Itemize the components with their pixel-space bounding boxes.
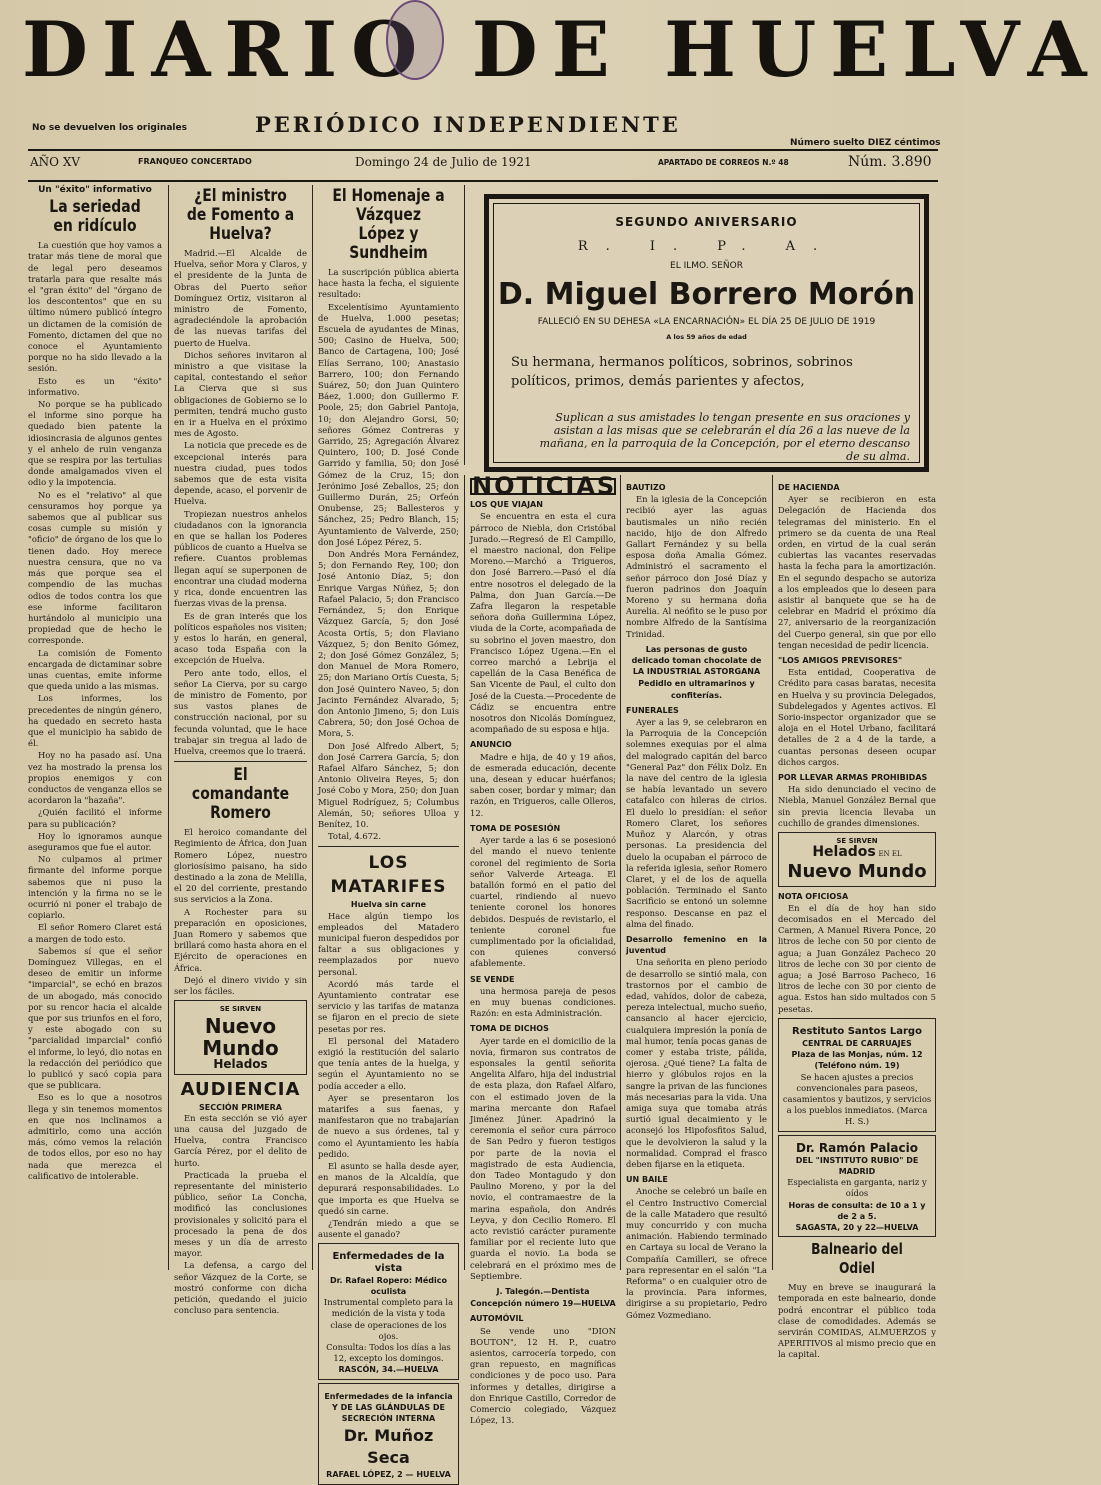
pediatrician-ad	[318, 1383, 459, 1485]
paragraph: Total, 4.672.	[328, 831, 381, 842]
column-1-article	[28, 185, 162, 1270]
section-rule	[174, 761, 307, 762]
news-text: Anoche se celebró un baile en el Centro Instructivo Comercial de la calle Matadero que resultó muy concurrido y con mucha animación. Habiendo terminado en Cartaya su local de Verano la Compañía Camilleri, se ofrece para representar en el salón "La Reforma" o en cualquier otro de la provincia. Para informes, dirigirse a su propietario, Pedro Gómez Vozmediano.	[626, 1186, 767, 1320]
news-heading: POR LLEVAR ARMAS PROHIBIDAS	[778, 773, 928, 783]
returns-notice: No se devuelven los originales	[32, 123, 187, 133]
ad-line: SAGASTA, 20 y 22—HUELVA	[795, 1222, 919, 1232]
column-divider	[464, 185, 465, 465]
news-text: Muy en breve se inaugurará la temporada en este balneario, donde podrá encontrar el público toda clase de comodidades. Además se servirán COMIDAS, ALMUERZOS y APERITIVOS al mismo precio que en la capital.	[778, 1282, 936, 1360]
ad-serve-label: SE SIRVEN	[836, 837, 878, 846]
paragraph: A Rochester para su preparación en oposiciones, Juan Romero y sabemos que brillará como hasta ahora en el Ejército de operaciones en África.	[174, 906, 307, 973]
column-divider	[312, 185, 313, 1270]
news-text: En la iglesia de la Concepción recibió ayer las aguas bautismales un niño recién nacido, hijo de don Alfredo Gallart Fernández y su bella esposa doña Amalia Gómez. Administró el sacramento el señor párroco don José Díaz y fueron padrinos don Joaquín Moreno y su hermana doña Aurelia. Al neófito se le puso por nombre Alfredo de la Santísima Trinidad.	[626, 494, 767, 639]
news-heading: J. Talegón.—Dentista	[496, 1287, 590, 1297]
ad-address: RAFAEL LÓPEZ, 2 — HUELVA	[326, 1470, 451, 1480]
obituary-name: D. Miguel Borrero Morón	[497, 277, 916, 312]
news-heading: UN BAILE	[626, 1175, 668, 1185]
issue-date: Domingo 24 de Julio de 1921	[355, 155, 532, 169]
paragraph: No porque se ha publicado el informe sino porque ha quedado bien patente la idiosincrasia de algunos gentes y el anhelo de ruin venganza que se respira por las tertulias donde amalgamados viven el odio y la impotencia.	[28, 399, 162, 488]
paragraph: El heroico comandante del Regimiento de África, don Juan Romero López, nuestro gloriosísimo paisano, ha sido destinado a la zona de Melilla, el 20 del corriente, prestando sus servicios a la Zona.	[174, 827, 307, 905]
ad-title: Enfermedades de la infancia Y DE LAS GLÁNDULAS DE SECRECIÓN INTERNA	[324, 1391, 453, 1424]
paragraph: En esta sección se vió ayer una causa del juzgado de Huelva, contra Francisco García Pérez, por el delito de hurto.	[174, 1112, 307, 1168]
news-heading: FUNERALES	[626, 705, 679, 715]
column-3-articles	[318, 185, 459, 1480]
news-text: Ayer tarde a las 6 se posesionó del mando el nuevo teniente coronel del regimiento de Soria señor Valverde Arteaga. El batallón formó en el patio del cuartel, rindiendo al nuevo teniente coronel los honores debidos. Después de revistarlo, el teniente coronel fue cumplimentado por la oficialidad, con quienes conversó afablemente.	[470, 835, 616, 969]
article-kicker: Un "éxito" informativo	[38, 185, 152, 195]
paragraph: El personal del Matadero exigió la restitución del salario que tenía antes de la huelga, y según el Ayuntamiento no se podía acceder a ello.	[318, 1035, 459, 1091]
ad-text: Se hacen ajustes a precios convencionales para paseos, casamientos y bautizos, y servicios a los pueblos inmediatos. (Marca H. S.)	[782, 1071, 932, 1127]
masthead-title: DIARIO DE HUELVA	[22, 5, 1101, 94]
ad-item: Helados	[213, 1057, 268, 1072]
obituary-family: Su hermana, hermanos políticos, sobrinos, sobrinos políticos, primos, demás parientes y afectos,	[511, 355, 853, 389]
noticias-column-a	[470, 472, 617, 1426]
news-text: Concepción número 19—HUELVA	[470, 1299, 616, 1309]
paragraph: ¿Quién facilitó el informe para su publicación?	[28, 807, 162, 829]
paragraph: Hace algún tiempo los empleados del Matadero municipal fueron despedidos por faltar a sus obligaciones y reemplazados por nuevo personal.	[318, 910, 459, 977]
paragraph: ¿Tendrán miedo a que se ausente el ganado?	[318, 1218, 459, 1240]
news-text: Se vende uno "DION BOUTON", 12 H. P., cuatro asientos, carrocería torpedo, con gran repuesto, en magníficas condiciones y de poco uso. Para informes y detalles, dirigirse a don Enrique Castillo, Corredor de Comercio colegiado, Vázquez López, 13.	[470, 1325, 616, 1426]
library-seal-stamp	[386, 0, 444, 80]
ad-line: Plaza de las Monjas, núm. 12	[791, 1050, 923, 1060]
news-text: una hermosa pareja de pesos en muy buenas condiciones. Razón: en esta Administración.	[470, 985, 616, 1019]
news-heading: NOTA OFICIOSA	[778, 891, 849, 901]
paragraph: Pero ante todo, ellos, el señor La Cierva, por su cargo de ministro de Fomento, por sus vastos planes de construcción nacional, por su fecunda voluntad, que le hace trabajar sin tregua al lado de Huelva, creemos que lo traerá.	[174, 667, 307, 756]
paragraph: Acordó más tarde el Ayuntamiento contratar ese servicio y las tarifas de matanza se fijaron en el precio de siete pesetas por res.	[318, 978, 459, 1034]
obituary-anniversary: SEGUNDO ANIVERSARIO	[615, 215, 798, 229]
news-text: Una señorita en pleno período de desarrollo se sintió mala, con trastornos por el cambio de edad, vahídos, dolor de cabeza, pereza intelectual, mucho sueño, cansancio al hacer ejercicio, cualquiera impresión la ponía de mal humor, tenía pocas ganas de comer y estaba triste, pálida, ojerosa. ¿Qué tiene? La falta de hierro y glóbulos rojos en la sangre la privan de las funciones más necesarias para la vida. Una amiga suya que tomaba atrás surtió igual decaimiento y le aconsejó los Hipofosfitos Salud, que le devolvieron la salud y la normalidad. Comprad el frasco deben fijarse en la etiqueta.	[626, 957, 767, 1169]
news-text: Pedidlo en ultramarinos y confiterías.	[638, 679, 755, 700]
obituary-notice	[484, 194, 929, 472]
ophthalmologist-ad	[318, 1243, 459, 1379]
dateline	[30, 151, 940, 179]
ad-line: DEL "INSTITUTO RUBIO" DE MADRID	[795, 1155, 919, 1176]
news-heading: "LOS AMIGOS PREVISORES"	[778, 656, 903, 666]
masthead-subtitle: PERIÓDICO INDEPENDIENTE	[255, 112, 681, 137]
paragraph: La cuestión que hoy vamos a tratar más tiene de moral que de legal pero deseamos tratarla para que resalte más el "gran éxito" del "órgano de los descontentos" que en su último número publicó íntegro un dictamen de la comisión de Fomento, dictamen del que no conoce el Ayuntamiento porque no ha sido llevado a la sesión.	[28, 240, 162, 374]
news-text: Madre e hija, de 40 y 19 años, de esmerada educación, decente una, desean y educar huérfanos; saben coser, bordar y mimar; dan razón, en Trigueros, calle Olleros, 12.	[470, 751, 616, 818]
carriage-ad	[778, 1018, 936, 1132]
po-box: APARTADO DE CORREOS N.º 48	[658, 158, 789, 167]
ice-cream-ad	[174, 1000, 307, 1074]
paragraph: No es el "relativo" al que censuramos hoy porque ya sabemos que al publicar sus cosas cumple su misión y "oficio" de órgano de los que lo tienen dado. Hoy merece nuestra censura, que no va más que porque sea el compendio de las muchas odios de todos contra los que ese informe facilitaron hurtándolo al municipio una propiedad que de hecho le corresponde.	[28, 489, 162, 646]
section-rule	[318, 846, 459, 847]
ad-name: Restituto Santos Largo	[792, 1025, 922, 1037]
ad-text: Instrumental completo para la medición de la vista y toda clase de operaciones de los ojos.	[323, 1297, 454, 1341]
news-heading: DE HACIENDA	[778, 483, 840, 492]
paragraph: Los informes, los precedentes de ningún género, ha quedado en secreto hasta que el municipio ha sabido de él.	[28, 693, 162, 749]
news-text: Ha sido denunciado el vecino de Niebla, Manuel González Bernal que sin previa licencia llevaba un cuchillo de grandes dimensiones.	[778, 784, 936, 828]
ad-in-label: EN EL	[878, 850, 902, 859]
noticias-header: NOTICIAS	[472, 472, 617, 500]
news-heading: Las personas de gusto delicado toman chocolate de LA INDUSTRIAL ASTORGANA	[631, 644, 762, 677]
news-heading: ANUNCIO	[470, 740, 512, 750]
article-headline: Balneario del Odiel	[811, 1240, 903, 1278]
ad-doctor: Dr. Muñoz Seca	[343, 1426, 434, 1468]
paragraph: Practicada la prueba el representante del ministerio público, señor La Concha, modificó las conclusiones provisionales y solicitó para el procesado la pena de dos meses y un día de arresto mayor.	[174, 1169, 307, 1259]
paragraph: Don José Alfredo Albert, 5; don José Carrera García, 5; don Rafael Alfaro Sánchez, 5; don Antonio Oliveira Reyes, 5; don José Cobo y Mora, 250; don Juan Miguel Rodríguez, 5; Columbus Alemán, 50; señores Ulloa y Benítez, 10.	[318, 740, 459, 829]
column-divider	[772, 475, 773, 1270]
paragraph: La noticia que precede es de excepcional interés para nuestra ciudad, pues todos sabemos que de esta visita depende, acaso, el porvenir de Huelva.	[174, 440, 307, 507]
ad-title: Enfermedades de la vista	[332, 1251, 445, 1274]
news-text: Ayer tarde en el domicilio de la novia, firmaron sus contratos de esponsales la gentil señorita Angelita Alfaro, hija del industrial de esta plaza, don Rafael Alfaro, con el estimado joven de la marina mercante don Rafael Jiménez Júner. Apadrinó la ceremonia el señor cura párroco de San Pedro y fueron testigos por parte de la novia el magistrado de esta Audiencia, don Tadeo Montagudo y don Paulino Moreno, y por la del novio, el contramaestre de la marina española, don Andrés Leyva, y don Cecilio Romero. El acto revistió carácter puramente familiar por el reciente luto que guarda el novio. La boda se celebrará en el próximo mes de Septiembre.	[470, 1035, 616, 1281]
obituary-honorific: EL ILMO. SEÑOR	[670, 261, 743, 271]
paragraph: Es de gran interés que los políticos españoles nos visiten; y estos lo harán, en general, acaso toda España con la excepción de Huelva.	[174, 610, 307, 666]
paragraph: Dichos señores invitaron al ministro a que visitase la capital, contestando el señor La Cierva que si sus obligaciones de Gobierno se lo permiten, tendrá mucho gusto en ir a Huelva en el próximo mes de Agosto.	[174, 349, 307, 439]
news-heading: SE VENDE	[470, 974, 515, 984]
issue-number: Núm. 3.890	[848, 154, 932, 170]
column-divider	[620, 475, 621, 1270]
ad-brand: Nuevo Mundo	[202, 1014, 279, 1061]
ad-name: Dr. Ramón Palacio	[796, 1140, 918, 1155]
year-label: AÑO XV	[30, 155, 81, 169]
ad-brand: Nuevo Mundo	[787, 860, 927, 882]
ad-line: CENTRAL DE CARRUAJES	[802, 1038, 912, 1048]
ice-cream-ad	[778, 832, 936, 886]
column-divider	[464, 475, 465, 1270]
paragraph: Hoy no ha pasado así. Una vez ha mostrado la prensa los propios enemigos y con conductos de venganza ellos se acordaron la "hazaña".	[28, 750, 162, 806]
postage-label: FRANQUEO CONCERTADO	[138, 157, 252, 166]
article-subhead: Huelva sin carne	[350, 900, 427, 910]
paragraph: Ayer se presentaron los matarifes a sus faenas, y manifestaron que no trabajarían de nuevo a sus órdenes, tal y como el Ayuntamiento les había pedido.	[318, 1092, 459, 1159]
doctor-ad	[778, 1135, 936, 1238]
news-heading: TOMA DE POSESIÓN	[470, 823, 561, 833]
column-divider	[168, 185, 169, 1270]
article-headline: ¿El ministro de Fomento a Huelva?	[186, 186, 295, 244]
obituary-death: FALLECIÓ EN SU DEHESA «LA ENCARNACIÓN» EL DÍA 25 DE JULIO DE 1919	[537, 317, 876, 327]
news-text: Esta entidad, Cooperativa de Crédito para casas baratas, necesita en Huelva y su provincia Delegados, Subdelegados y Agentes activos. El Sorio-inspector organizador que se aloja en el Hotel Urbano, facilitará detalles de 2 a 4 de la tarde, a cuantas personas deseen ocupar dichos cargos.	[778, 667, 936, 767]
paragraph: Tropiezan nuestros anhelos ciudadanos con la ignorancia en que se hallan los Poderes públicos de cuanto a Huelva se refiere. Cuantos problemas llegan aquí se superponen de encontrar una ciudad moderna y rica, donde encuentren las fuerzas vivas de la prensa.	[174, 508, 307, 609]
paragraph: La comisión de Fomento encargada de dictaminar sobre unas cuentas, emite informe que queda unido a las mismas.	[28, 647, 162, 692]
news-text: Se encuentra en esta el cura párroco de Niebla, don Cristóbal Jurado.—Regresó de El Campillo, el maestro nacional, don Felipe Moreno.—Marchó a Trigueros, don José Barrero.—Pasó el día entre nosotros el delegado de la Palma, don Juan García.—De Zafra llegaron la respetable señora doña Guillermina López, viuda de la Corte, acompañada de su sobrino el joven maestro, don Francisco López Ugena.—En el correo marchó a Lebrija el capellán de la Casa Benéfica de San Vicente de Paul, el culto don José de la Cuesta.—Procedente de Cádiz se encuentra entre nosotros don Nicolás Domínguez, acompañado de su esposa e hija.	[470, 511, 616, 735]
ad-serve-label: SE SIRVEN	[219, 1005, 262, 1014]
masthead	[0, 0, 1101, 115]
ad-hours: Consulta: Todos los días a las 12, excepto los domingos.	[326, 1342, 451, 1364]
news-text: Ayer a las 9, se celebraron en la Parroquia de la Concepción solemnes exequias por el alma del malogrado capitán del barco "General Paz" don Félix Dolz. En la nave del centro de la iglesia se había levantado un severo catafalco con hileras de cirios. El duelo lo presidían: el señor Romero Claret, los señores Muñoz y Alarcón, y otras personas. La presidencia del duelo la ocupaban el párroco de la referida iglesia, señor Romero Claret, y el de los de aquella población. Terminado el Santo Sacrificio se entonó un solemne responso. Descanse en paz el alma del finado.	[626, 717, 767, 929]
article-subhead: SECCIÓN PRIMERA	[198, 1102, 282, 1112]
paragraph: La defensa, a cargo del señor Vázquez de la Corte, se mostró conforme con dicha petición, quedando el juicio concluso para sentencia.	[174, 1260, 307, 1316]
article-headline: La seriedad en ridículo	[49, 197, 141, 237]
paragraph: Sabemos sí que el señor Domínguez Villegas, en el deseo de emitir un informe "imparcial", se echó en brazos de un abogado, más conocido por su rencor hacia el alcalde que por sus triunfos en el foro, y este abogado con su "parcialidad imparcial" confió el informe, lo leyó, dio notas en la redacción del periódico que lo publicó y sacó copia para que se publicara.	[28, 945, 162, 1091]
noticias-column-b	[626, 478, 767, 1320]
ad-item: Helados	[812, 844, 876, 861]
paragraph: Madrid.—El Alcalde de Huelva, señor Mora y Claros, y el presidente de la Junta de Obras del Puerto señor Domínguez Ortiz, visitaron al ministro de Fomento, agradeciéndole la aprobación de las nuevas tarifas del puerto de Huelva.	[174, 248, 307, 348]
ad-line: (Teléfono núm. 19)	[814, 1061, 900, 1071]
paragraph: La suscripción pública abierta hace hasta la fecha, el siguiente resultado:	[318, 267, 459, 300]
issue-price: Número suelto DIEZ céntimos	[790, 138, 941, 148]
news-heading: BAUTIZO	[626, 483, 666, 492]
paragraph: El señor Romero Claret está a margen de todo esto.	[28, 922, 162, 944]
article-headline: El Homenaje a Vázquez López y Sundheim	[332, 186, 445, 263]
news-heading: AUTOMÓVIL	[470, 1314, 524, 1324]
paragraph: Don Andrés Mora Fernández, 5; don Fernando Rey, 100; don José Antonio Díaz, 5; don Enrique Vargas Núñez, 5; don Rafael Palacio, 5; don Francisco Fernández, 5; don Enrique Vázquez García, 5; don José Acosta Ortís, 5; don Flaviano Vázquez, 5; don Benito Gómez, 2; don José Gómez González, 5; don Manuel de Mora Romero, 25; don Mariano Ortís Cuesta, 5; don José Quintero Naveo, 5; don Jacinto Fernández Alvarado, 5; don Antonio Jimeno, 5; don Luis Cabrera, 50; don José Ochoa de Mora, 5.	[318, 549, 459, 739]
news-text: En el día de hoy han sido decomisados en el Mercado del Carmen, A Manuel Rivera Ponce, 20 litros de leche con 50 por ciento de agua; a Juan González Pacheco 20 litros de leche con 30 por ciento de agua; a José Barroso Pacheco, 16 litros de leche con 30 por ciento de agua. Estos han sido multados con 5 pesetas.	[778, 902, 936, 1014]
obituary-age: A los 59 años de edad	[666, 333, 747, 341]
paragraph: No culpamos al primer firmante del informe porque sabemos que ni puso la intención y la firma no se le ocurrió ni poner el trabajo de copiarlo.	[28, 854, 162, 921]
news-heading: LOS QUE VIAJAN	[470, 500, 543, 510]
obituary-rip: R. I. P. A.	[577, 239, 836, 254]
ad-doctor: Dr. Rafael Ropero: Médico oculista	[330, 1275, 447, 1297]
article-headline: AUDIENCIA	[180, 1078, 301, 1100]
right-column	[778, 478, 936, 1360]
paragraph: Esto es un "éxito" informativo.	[28, 375, 162, 397]
column-2-articles	[174, 185, 307, 1316]
news-text: Ayer se recibieron en esta Delegación de Hacienda dos telegramas del ministerio. En el primero se da cuenta de una Real orden, en virtud de la cual serán cubiertas las vacantes reservadas hasta la fecha para la amortización. En el segundo despacho se autoriza a los empleados que lo deseen para asistir al banquete que se ha de celebrar en Madrid el próximo día 27, aniversario de la reorganización del Cuerpo general, sin que por ello tengan necesidad de pedir licencia.	[778, 494, 936, 650]
paragraph: Excelentísimo Ayuntamiento de Huelva, 1.000 pesetas; Escuela de ayudantes de Minas, 500; Casino de Huelva, 500; Banco de Cartagena, 100; José Elías Serrano, 100; Anastasio Barrero, 100; don Fernando Suárez, 50; don Juan Quintero Báez, 1.000; don Guillermo F. Poole, 25; don Gabriel Pantoja, 10; don Alejandro Gorsi, 50; señores Gómez Contreras y Garrido, 25; Agregación Álvarez Quintero, 100; D. José Conde Garrido y familia, 50; don José Gómez de la Cruz, 15; don Jerónimo José Zeballos, 25; don Guillermo Durán, 25; Orfeón Onubense, 25; Ballesteros y Sánchez, 25; Pedro Blanch, 15; Ayuntamiento de Valverde, 250; don José López Pérez, 5.	[318, 301, 459, 547]
paragraph: El asunto se halla desde ayer, en manos de la Alcaldía, que depurará responsabilidades. Lo que importa es que Huelva se quedó sin carne.	[318, 1161, 459, 1216]
ad-line: Horas de consulta: de 10 a 1 y de 2 a 5.	[788, 1200, 926, 1221]
ad-line: Especialista en garganta, nariz y oídos	[787, 1177, 927, 1199]
paragraph: Eso es lo que a nosotros llega y sin tenemos momentos en que nos inclinamos a admitirlo, como una acción más, cómo vemos la relación de todos ellos, por eso no hay nada que merezca el calificativo de intolerable.	[28, 1092, 162, 1181]
dateline-bottom-rule	[28, 180, 938, 182]
news-heading: Desarrollo femenino en la juventud	[626, 934, 767, 956]
ad-address: RASCÓN, 34.—HUELVA	[338, 1365, 439, 1375]
paragraph: Hoy lo ignoramos aunque aseguramos que fue el autor.	[28, 830, 162, 852]
article-headline: LOS MATARIFES	[330, 853, 447, 898]
paragraph: Dejó el dinero vivido y sin ser los fáciles.	[174, 974, 307, 996]
obituary-request: Suplican a sus amistades lo tengan presente en sus oraciones y asistan a las misas que se celebrarán el día 26 a las nueve de la mañana, en la parroquia de la Concepción, por el eterno descanso de su alma.	[539, 411, 910, 463]
news-heading: TOMA DE DICHOS	[470, 1024, 549, 1034]
article-headline: El comandante Romero	[191, 765, 290, 824]
